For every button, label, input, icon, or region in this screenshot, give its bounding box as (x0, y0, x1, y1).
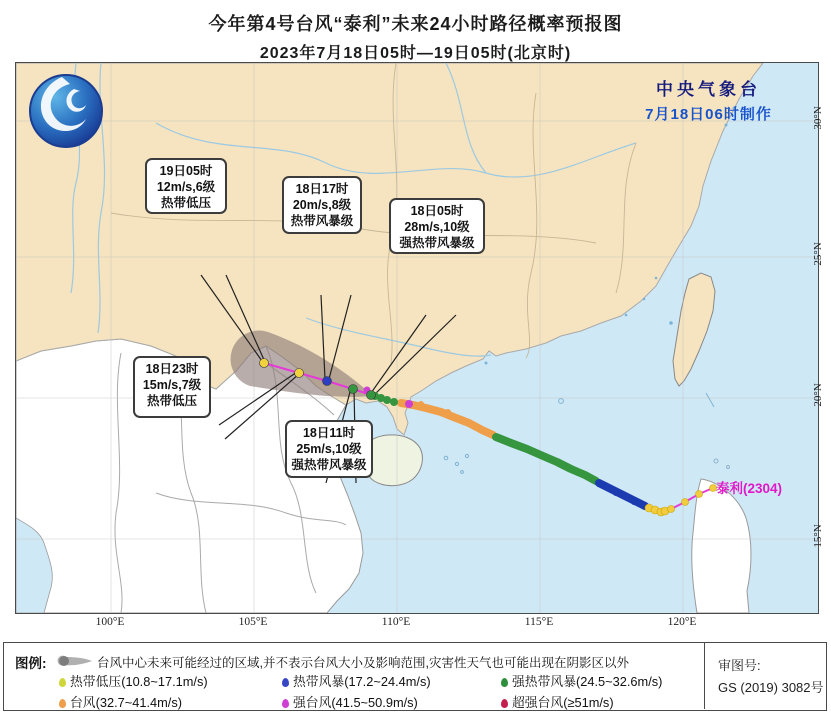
callout-wind: 25m/s,10级 (296, 442, 362, 456)
callout-wind: 28m/s,10级 (404, 220, 470, 234)
callout-level: 强热带风暴级 (291, 458, 367, 472)
page-title (0, 10, 831, 63)
lat-label-15n: 15°N (812, 524, 824, 548)
map-license (718, 655, 824, 699)
legend-panel (3, 642, 827, 711)
legend-item-td: 热带低压(10.8~17.1m/s) (59, 671, 208, 690)
point-19d05h (260, 359, 269, 368)
callout-18d11h (285, 420, 373, 478)
sty-dot-icon (282, 699, 289, 708)
legend-item-sts: 强热带风暴(24.5~32.6m/s) (501, 671, 662, 690)
license-label: 审图号: (718, 658, 761, 673)
td-dot-icon (59, 678, 66, 687)
lat-label-20n: 20°N (812, 383, 824, 407)
callout-level: 强热带风暴级 (399, 236, 475, 250)
legend-item-ts: 热带风暴(17.2~24.4m/s) (282, 671, 431, 690)
lon-label-110e: 110°E (381, 616, 411, 628)
callout-time: 19日05时 (159, 164, 213, 178)
legend-disclaimer: 台风中心未来可能经过的区域,并不表示台风大小及影响范围,灾害性天气也可能出现在阴影区以外 (97, 656, 629, 670)
title-line2: 2023年7月18日05时—19日05时(北京时) (259, 45, 572, 62)
sts-dot-icon (501, 678, 508, 687)
lat-label-25n: 25°N (812, 242, 824, 266)
lon-label-120e: 120°E (667, 616, 697, 628)
map-panel (15, 62, 819, 614)
lat-label-30n: 30°N (812, 106, 824, 130)
callout-level: 热带低压 (146, 394, 197, 408)
agency-issue-time: 7月18日06时制作 (645, 106, 772, 123)
ty-dot-icon (59, 699, 66, 708)
point-18d11h (349, 385, 358, 394)
legend-title: 图例: (15, 656, 47, 671)
callout-19d05h (145, 158, 227, 214)
point-18d05h-current (367, 391, 376, 400)
callout-time: 18日17时 (295, 182, 349, 196)
callout-time: 18日05时 (410, 204, 464, 218)
callout-18d17h (282, 176, 362, 234)
legend-item-sty: 强台风(41.5~50.9m/s) (282, 692, 418, 711)
lon-label-105e: 105°E (238, 616, 268, 628)
legend-item-super-ty: 超强台风(≥51m/s) (501, 692, 614, 711)
point-18d17h (323, 377, 332, 386)
legend-divider (704, 643, 705, 709)
callout-level: 热带低压 (160, 196, 211, 210)
cone-symbol-icon (56, 654, 94, 668)
lon-label-100e: 100°E (95, 616, 125, 628)
storm-name-label: 泰利(2304) (716, 481, 783, 496)
agency-block (601, 75, 816, 124)
legend-item-ty: 台风(32.7~41.4m/s) (59, 692, 182, 711)
cma-logo (30, 75, 102, 147)
agency-name: 中央气象台 (656, 80, 761, 99)
callout-18d05h (389, 198, 485, 254)
lon-label-115e: 115°E (524, 616, 554, 628)
title-line1: 今年第4号台风“泰利”未来24小时路径概率预报图 (208, 14, 623, 34)
license-number: GS (2019) 3082号 (718, 680, 824, 695)
callout-time: 18日23时 (145, 362, 199, 376)
callout-level: 热带风暴级 (290, 214, 354, 228)
callout-wind: 12m/s,6级 (156, 180, 216, 194)
point-18d23h (295, 369, 304, 378)
ts-dot-icon (282, 678, 289, 687)
callout-wind: 15m/s,7级 (142, 378, 202, 392)
callout-time: 18日11时 (302, 426, 356, 440)
map-canvas (16, 63, 818, 613)
super-ty-dot-icon (501, 699, 508, 708)
callout-wind: 20m/s,8级 (292, 198, 352, 212)
callout-18d23h (133, 356, 211, 418)
